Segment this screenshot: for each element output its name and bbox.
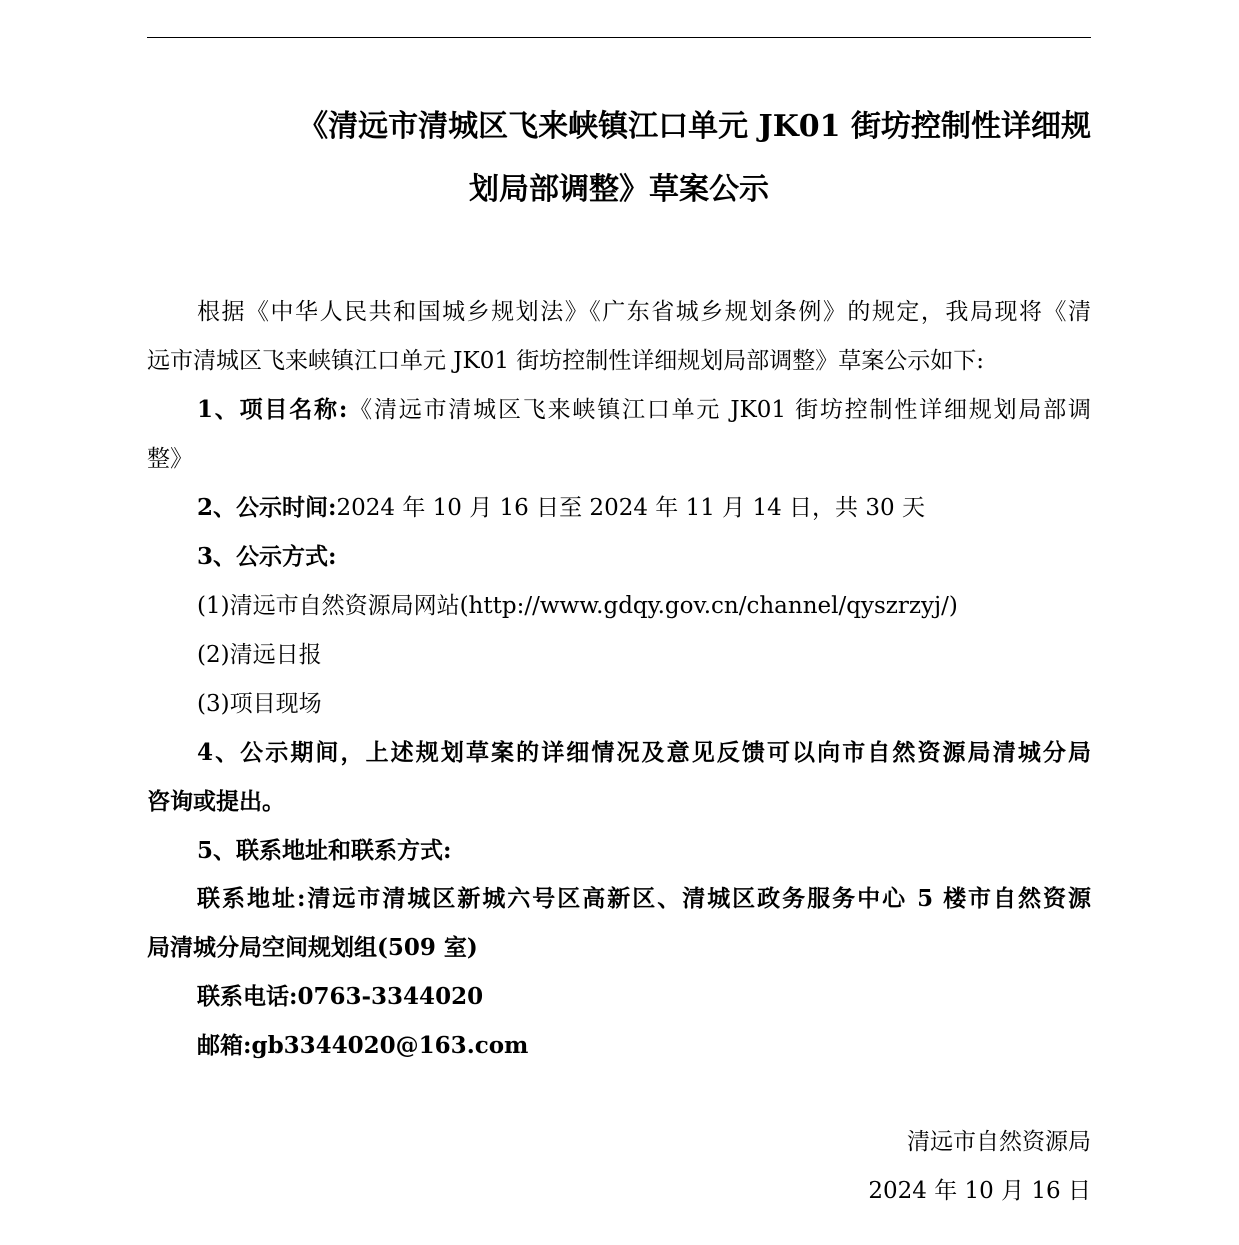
item-publicity-time <box>197 496 1091 520</box>
contact-address-line-2: 局清城分局空间规划组(509 室) <box>147 934 478 961</box>
item-publicity-method-label: 3、公示方式: <box>197 543 337 570</box>
intro-line-2: 远市清城区飞来峡镇江口单元 JK01 街坊控制性详细规划局部调整》草案公示如下: <box>147 348 985 374</box>
item-project-name-value: 《清远市清城区飞来峡镇江口单元 JK01 街坊控制性详细规划局部调 <box>347 397 1092 423</box>
item-publicity-time-label: 2、公示时间: <box>197 494 337 521</box>
intro-line-1: 根据《中华人民共和国城乡规划法》《广东省城乡规划条例》的规定，我局现将《清 <box>197 299 1091 325</box>
item-contact-label: 5、联系地址和联系方式: <box>197 837 452 864</box>
method-newspaper: (2)清远日报 <box>197 642 322 668</box>
item-project-name-label: 1、项目名称: <box>197 396 348 423</box>
item-feedback-line-1: 4、公示期间，上述规划草案的详细情况及意见反馈可以向市自然资源局清城分局 <box>197 739 1091 766</box>
header-rule <box>147 37 1091 38</box>
page-title-line-2: 划局部调整》草案公示 <box>469 172 769 207</box>
signature-org: 清远市自然资源局 <box>907 1129 1091 1155</box>
signature-date: 2024 年 10 月 16 日 <box>868 1178 1091 1204</box>
contact-address-line-1: 联系地址:清远市清城区新城六号区高新区、清城区政务服务中心 5 楼市自然资源 <box>197 885 1091 912</box>
contact-phone: 联系电话:0763-3344020 <box>197 983 484 1010</box>
item-publicity-time-value: 2024 年 10 月 16 日至 2024 年 11 月 14 日，共 30 天 <box>336 495 925 521</box>
contact-email: 邮箱:gb3344020@163.com <box>197 1032 529 1059</box>
method-site: (3)项目现场 <box>197 691 322 717</box>
item-feedback-line-2: 咨询或提出。 <box>147 788 285 815</box>
item-project-name <box>197 398 1091 422</box>
page-title-line-1: 《清远市清城区飞来峡镇江口单元 JK01 街坊控制性详细规 <box>298 109 1091 144</box>
method-website: (1)清远市自然资源局网站(http://www.gdqy.gov.cn/channel/qyszrzyj/) <box>197 593 958 619</box>
item-project-name-cont: 整》 <box>147 446 193 472</box>
